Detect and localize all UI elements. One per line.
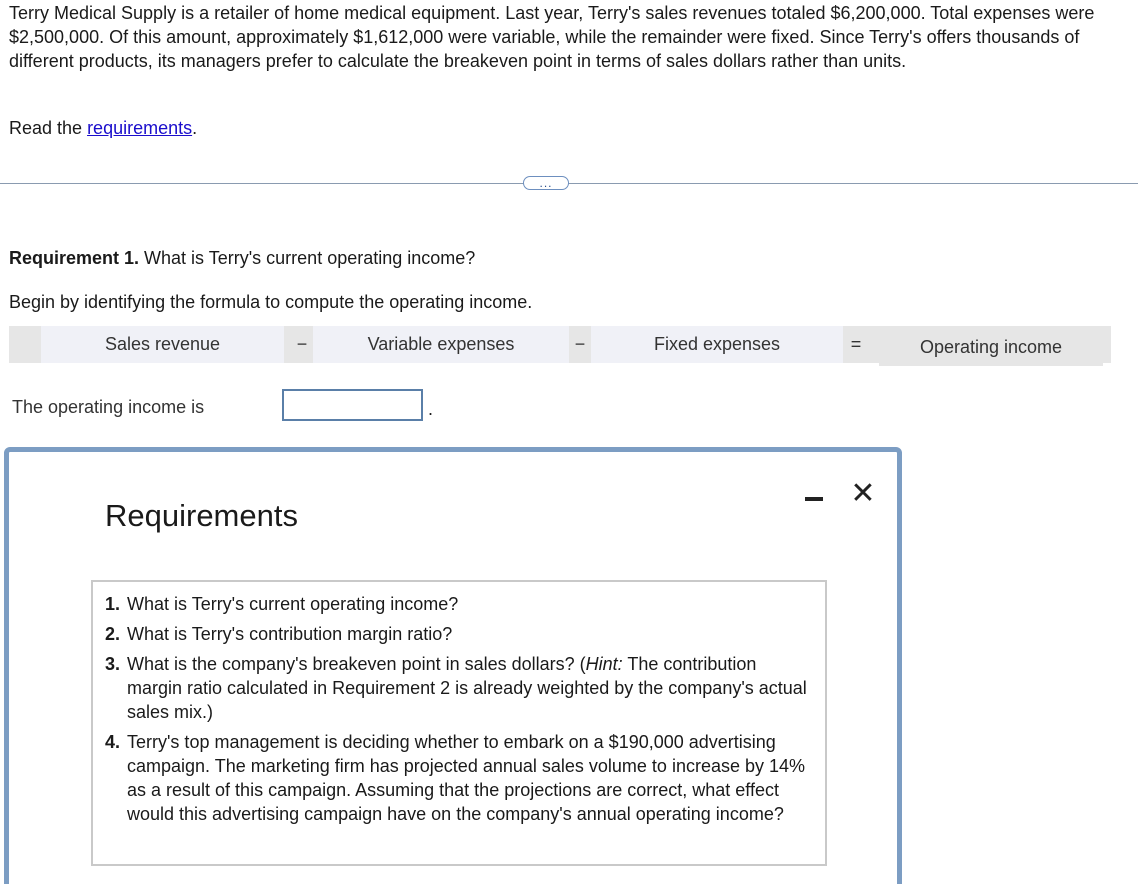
read-requirements-line xyxy=(9,116,197,140)
minimize-bar xyxy=(805,497,823,501)
expand-more-button[interactable]: ... xyxy=(523,176,569,190)
formula-term-variable-expenses[interactable]: Variable expenses xyxy=(313,326,569,363)
operating-income-period: . xyxy=(428,399,434,419)
requirement-1-label: Requirement 1. xyxy=(9,248,140,268)
close-icon[interactable]: ✕ xyxy=(850,477,876,510)
requirement-text: What is Terry's contribution margin ratio? xyxy=(127,624,453,644)
formula-instruction: Begin by identifying the formula to compute the operating income. xyxy=(9,292,533,312)
requirement-item-2 xyxy=(105,622,809,646)
formula-result-operating-income[interactable]: Operating income xyxy=(879,329,1103,366)
problem-intro: Terry Medical Supply is a retailer of home medical equipment. Last year, Terry's sales revenues totaled $6,200,000. Total expenses were $2,500,000. Of this amount, approximately $1,612,000 were variable, while the remainder were fixed. Since Terry's offers thousands of different products, its managers prefer to calculate the breakeven point in terms of sales dollars rather than units. xyxy=(9,3,1095,71)
operating-income-input[interactable] xyxy=(282,389,423,421)
section-divider xyxy=(0,183,1138,184)
requirement-number: 1. xyxy=(105,594,121,614)
requirements-list xyxy=(105,592,809,826)
requirements-list-box xyxy=(91,580,827,866)
requirements-link[interactable]: requirements xyxy=(87,118,193,138)
read-suffix: . xyxy=(192,118,198,138)
requirement-1-heading xyxy=(9,246,475,270)
requirement-1-question: What is Terry's current operating income? xyxy=(139,248,476,268)
read-prefix: Read the xyxy=(9,118,88,138)
requirement-text-pre: What is the company's breakeven point in sales dollars? ( xyxy=(127,654,586,674)
operating-income-label: The operating income is xyxy=(12,397,205,417)
requirement-number: 3. xyxy=(105,654,121,674)
requirements-popup xyxy=(4,447,902,884)
popup-title: Requirements xyxy=(105,498,298,533)
formula-term-fixed-expenses[interactable]: Fixed expenses xyxy=(591,326,843,363)
requirement-number: 2. xyxy=(105,624,121,644)
formula-operator-equals: = xyxy=(850,334,862,354)
requirement-number: 4. xyxy=(105,732,121,752)
formula-bar xyxy=(9,326,1111,363)
minimize-icon[interactable] xyxy=(803,490,825,508)
requirement-item-3 xyxy=(105,652,809,724)
formula-term-sales-revenue[interactable]: Sales revenue xyxy=(41,326,284,363)
requirement-text-post: The contribution margin ratio calculated in Requirement 2 is already weighted by the company's actual sales mix.) xyxy=(127,654,807,722)
requirement-text: Terry's top management is deciding whether to embark on a $190,000 advertising campaign. The marketing firm has projected annual sales volume to increase by 14% as a result of this campaign. Assuming that the projections are correct, what effect would this advertising campaign have on the company's annual operating income? xyxy=(127,732,806,824)
requirement-item-1 xyxy=(105,592,809,616)
requirement-item-4 xyxy=(105,730,809,826)
requirement-hint-label: Hint: xyxy=(585,654,623,674)
formula-operator-minus-1: − xyxy=(296,334,308,354)
formula-operator-minus-2: − xyxy=(574,334,586,354)
requirement-text: What is Terry's current operating income? xyxy=(127,594,459,614)
